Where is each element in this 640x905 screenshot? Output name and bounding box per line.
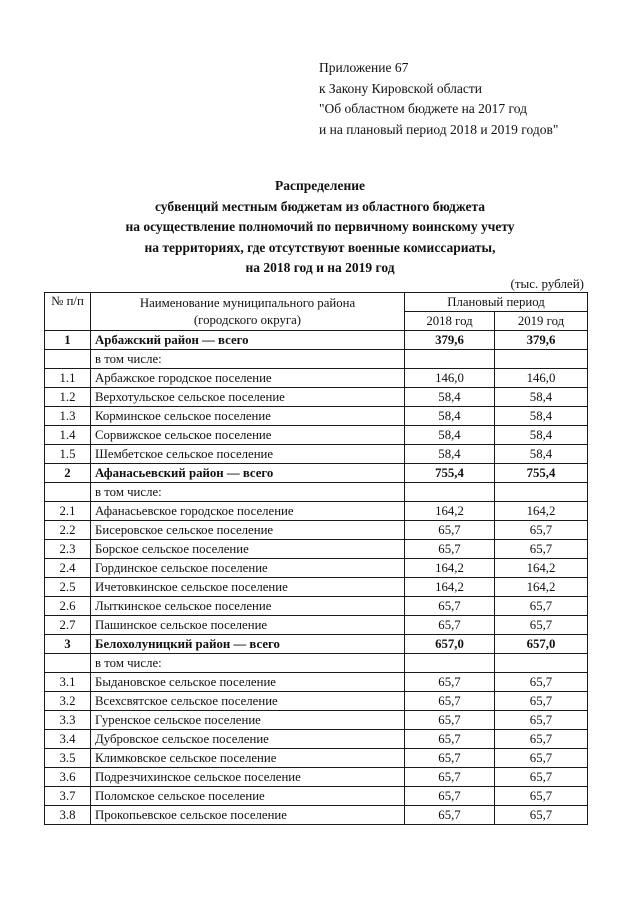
- row-name: Белохолуницкий район — всего: [91, 635, 405, 654]
- row-number: 2.5: [45, 578, 91, 597]
- table-row: [45, 597, 588, 616]
- document-heading: [0, 176, 640, 279]
- table-row: [45, 749, 588, 768]
- row-name: Арбажское городское поселение: [91, 369, 405, 388]
- row-value-2018: 58,4: [405, 407, 495, 426]
- row-name: Пашинское сельское поселение: [91, 616, 405, 635]
- row-name: Быдановское сельское поселение: [91, 673, 405, 692]
- row-value-2019: 65,7: [495, 806, 588, 825]
- table-row: [45, 673, 588, 692]
- row-number: 1.5: [45, 445, 91, 464]
- row-number: 2.3: [45, 540, 91, 559]
- row-number: 3: [45, 635, 91, 654]
- row-value-2018: 65,7: [405, 768, 495, 787]
- row-value-2018: [405, 350, 495, 369]
- row-value-2018: [405, 483, 495, 502]
- row-value-2018: 379,6: [405, 331, 495, 350]
- header-year-2018: 2018 год: [405, 312, 495, 331]
- table-row: [45, 502, 588, 521]
- table-row: [45, 730, 588, 749]
- row-value-2019: 657,0: [495, 635, 588, 654]
- row-value-2018: 146,0: [405, 369, 495, 388]
- row-name: в том числе:: [91, 483, 405, 502]
- table-row: [45, 369, 588, 388]
- row-value-2018: [405, 654, 495, 673]
- row-name: Ичетовкинское сельское поселение: [91, 578, 405, 597]
- row-value-2019: 379,6: [495, 331, 588, 350]
- row-value-2019: 58,4: [495, 407, 588, 426]
- units-label: (тыс. рублей): [510, 276, 584, 291]
- row-name: Бисеровское сельское поселение: [91, 521, 405, 540]
- row-name: Шембетское сельское поселение: [91, 445, 405, 464]
- row-value-2019: 65,7: [495, 787, 588, 806]
- table-row: [45, 521, 588, 540]
- table-row: [45, 768, 588, 787]
- table-row: [45, 331, 588, 350]
- row-value-2018: 65,7: [405, 616, 495, 635]
- heading-line: Распределение: [274, 178, 366, 193]
- row-number: 3.8: [45, 806, 91, 825]
- row-value-2018: 164,2: [405, 502, 495, 521]
- row-name: Афанасьевское городское поселение: [91, 502, 405, 521]
- row-name: в том числе:: [91, 350, 405, 369]
- row-number: 3.4: [45, 730, 91, 749]
- appendix-line: и на плановый период 2018 и 2019 годов": [319, 121, 559, 137]
- row-value-2018: 58,4: [405, 426, 495, 445]
- row-value-2018: 164,2: [405, 559, 495, 578]
- row-value-2019: 65,7: [495, 521, 588, 540]
- row-name: Верхотульское сельское поселение: [91, 388, 405, 407]
- row-value-2019: 755,4: [495, 464, 588, 483]
- table-row: [45, 426, 588, 445]
- table-row: [45, 464, 588, 483]
- row-name: Корминское сельское поселение: [91, 407, 405, 426]
- row-name: Всехсвятское сельское поселение: [91, 692, 405, 711]
- row-value-2019: 58,4: [495, 445, 588, 464]
- header-name-line2: (городского округа): [193, 312, 302, 327]
- table-row: [45, 445, 588, 464]
- table-row: [45, 483, 588, 502]
- row-value-2018: 65,7: [405, 673, 495, 692]
- row-value-2019: 65,7: [495, 749, 588, 768]
- row-value-2019: 164,2: [495, 559, 588, 578]
- appendix-line: "Об областном бюджете на 2017 год: [319, 101, 527, 116]
- row-number: 2.4: [45, 559, 91, 578]
- row-value-2018: 755,4: [405, 464, 495, 483]
- header-number-text: № п/п: [51, 294, 84, 308]
- row-value-2019: [495, 483, 588, 502]
- row-name: Прокопьевское сельское поселение: [91, 806, 405, 825]
- header-number: [45, 293, 91, 331]
- row-number: 2.2: [45, 521, 91, 540]
- header-period: Плановый период: [405, 293, 588, 312]
- row-number: 3.2: [45, 692, 91, 711]
- row-number: 2.6: [45, 597, 91, 616]
- header-year-2019: 2019 год: [495, 312, 588, 331]
- row-value-2018: 58,4: [405, 445, 495, 464]
- row-name: Поломское сельское поселение: [91, 787, 405, 806]
- table-row: [45, 787, 588, 806]
- row-number: 3.6: [45, 768, 91, 787]
- table-row: [45, 806, 588, 825]
- row-value-2019: 65,7: [495, 711, 588, 730]
- heading-line: субвенций местным бюджетам из областного бюджета: [154, 198, 486, 214]
- row-number: [45, 350, 91, 369]
- row-name: Климковское сельское поселение: [91, 749, 405, 768]
- row-value-2019: 65,7: [495, 616, 588, 635]
- row-name: Лыткинское сельское поселение: [91, 597, 405, 616]
- row-value-2018: 65,7: [405, 806, 495, 825]
- table-row: [45, 559, 588, 578]
- table-row: [45, 692, 588, 711]
- row-value-2019: 65,7: [495, 673, 588, 692]
- table-row: [45, 711, 588, 730]
- row-name: в том числе:: [91, 654, 405, 673]
- row-value-2019: 164,2: [495, 578, 588, 597]
- header-name: [91, 293, 405, 331]
- appendix-line: Приложение 67: [319, 60, 409, 75]
- row-number: 2.7: [45, 616, 91, 635]
- row-number: 1.1: [45, 369, 91, 388]
- row-value-2019: 58,4: [495, 388, 588, 407]
- row-value-2019: 65,7: [495, 692, 588, 711]
- row-number: 3.3: [45, 711, 91, 730]
- row-name: Подрезчихинское сельское поселение: [91, 768, 405, 787]
- row-value-2019: [495, 654, 588, 673]
- row-value-2018: 65,7: [405, 730, 495, 749]
- table-row: [45, 635, 588, 654]
- row-number: 1.4: [45, 426, 91, 445]
- header-name-line1: Наименование муниципального района: [139, 295, 356, 310]
- appendix-note: [319, 58, 558, 140]
- row-number: 3.5: [45, 749, 91, 768]
- row-value-2019: 65,7: [495, 730, 588, 749]
- row-value-2018: 58,4: [405, 388, 495, 407]
- heading-line: на осуществление полномочий по первичному воинскому учету: [125, 219, 515, 235]
- row-name: Борское сельское поселение: [91, 540, 405, 559]
- row-number: [45, 483, 91, 502]
- table-row: [45, 388, 588, 407]
- row-name: Гординское сельское поселение: [91, 559, 405, 578]
- row-value-2018: 65,7: [405, 749, 495, 768]
- table-row: [45, 540, 588, 559]
- row-value-2018: 65,7: [405, 711, 495, 730]
- heading-line: на 2018 год и на 2019 год: [245, 260, 395, 276]
- row-number: 3.1: [45, 673, 91, 692]
- row-name: Арбажский район — всего: [91, 331, 405, 350]
- row-value-2019: 65,7: [495, 597, 588, 616]
- row-value-2019: [495, 350, 588, 369]
- row-value-2018: 65,7: [405, 692, 495, 711]
- row-value-2018: 65,7: [405, 787, 495, 806]
- row-name: Гуренское сельское поселение: [91, 711, 405, 730]
- table-row: [45, 654, 588, 673]
- row-value-2019: 58,4: [495, 426, 588, 445]
- row-number: [45, 654, 91, 673]
- row-value-2018: 164,2: [405, 578, 495, 597]
- row-name: Дубровское сельское поселение: [91, 730, 405, 749]
- row-value-2018: 65,7: [405, 521, 495, 540]
- row-value-2019: 164,2: [495, 502, 588, 521]
- row-number: 2: [45, 464, 91, 483]
- row-number: 1: [45, 331, 91, 350]
- row-name: Афанасьевский район — всего: [91, 464, 405, 483]
- row-value-2018: 65,7: [405, 597, 495, 616]
- table-row: [45, 350, 588, 369]
- row-value-2018: 65,7: [405, 540, 495, 559]
- table-row: [45, 578, 588, 597]
- table-row: [45, 407, 588, 426]
- heading-line: на территориях, где отсутствуют военные комиссариаты,: [144, 239, 496, 255]
- table-body: [45, 331, 588, 825]
- row-name: Сорвижское сельское поселение: [91, 426, 405, 445]
- subvention-table: [44, 292, 588, 825]
- table-row: [45, 616, 588, 635]
- row-value-2019: 146,0: [495, 369, 588, 388]
- row-number: 2.1: [45, 502, 91, 521]
- appendix-line: к Закону Кировской области: [319, 80, 483, 96]
- row-value-2019: 65,7: [495, 768, 588, 787]
- row-value-2019: 65,7: [495, 540, 588, 559]
- row-number: 1.2: [45, 388, 91, 407]
- row-value-2018: 657,0: [405, 635, 495, 654]
- row-number: 3.7: [45, 787, 91, 806]
- row-number: 1.3: [45, 407, 91, 426]
